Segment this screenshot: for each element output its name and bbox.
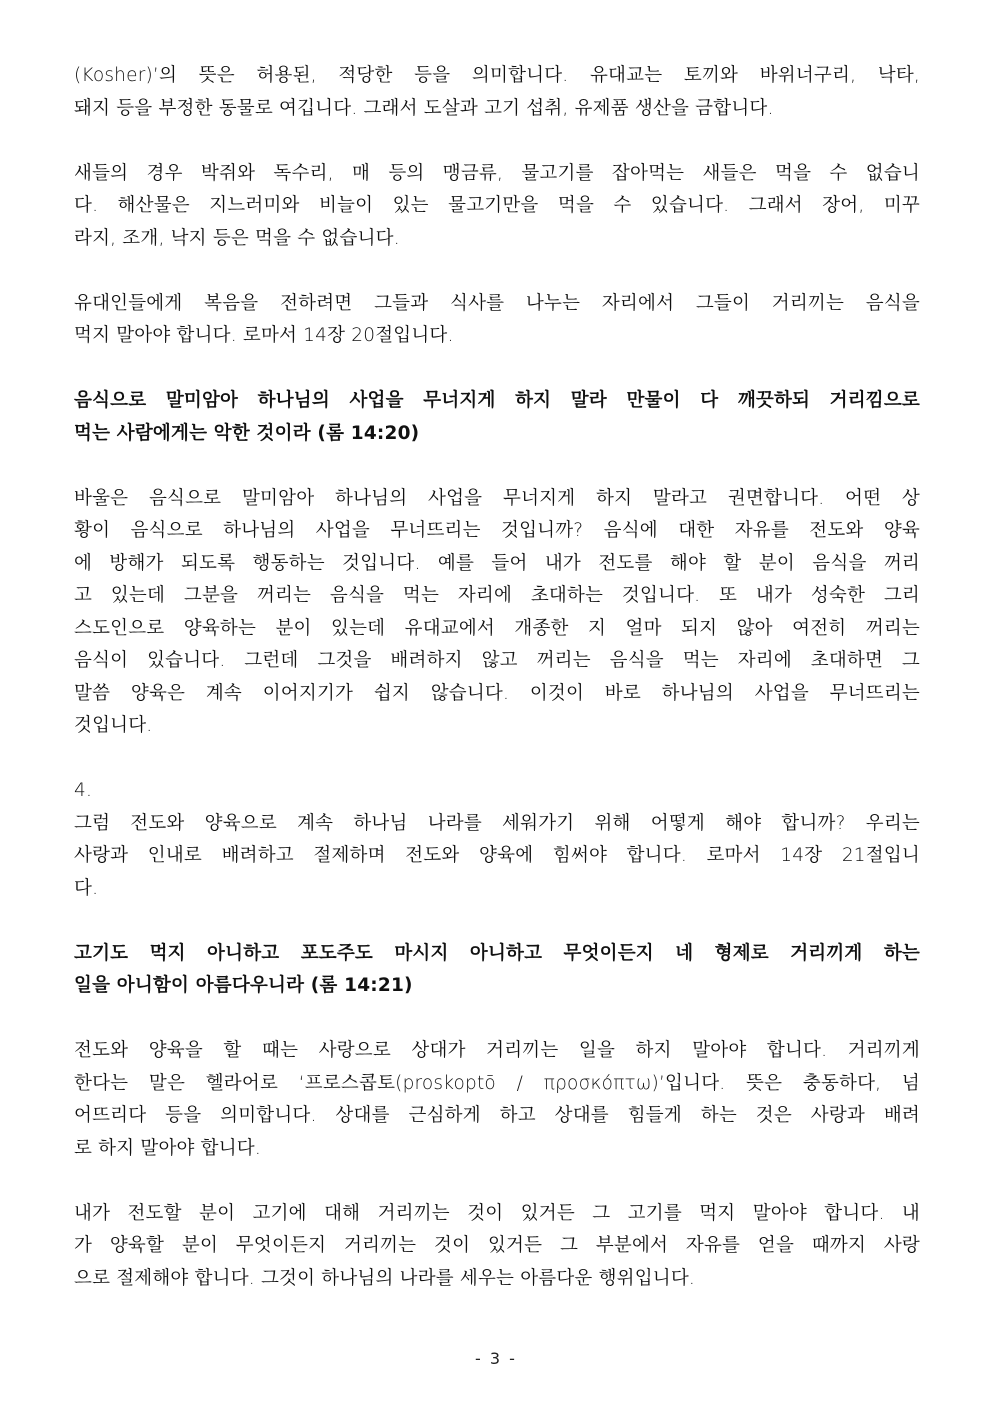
text-line: 전도와 양육을 할 때는 사랑으로 상대가 거리끼는 일을 하지 말아야 합니다. 거리끼게 xyxy=(74,1040,920,1061)
document-body xyxy=(74,60,920,1328)
text-line: 한다는 말은 헬라어로 ‘프로스콥토(proskoptō / προσκόπτω)’입니다. 뜻은 충동하다, 넘 xyxy=(74,1072,920,1094)
paragraph-gospel-to-jews xyxy=(74,288,920,353)
paragraph-self-control xyxy=(74,1198,920,1296)
text-line: 내가 전도할 분이 고기에 대해 거리끼는 것이 있거든 그 고기를 먹지 말아야 합니다. 내 xyxy=(74,1202,920,1224)
verse-line: 고기도 먹지 아니하고 포도주도 마시지 아니하고 무엇이든지 네 형제로 거리끼게 하는 xyxy=(74,942,920,964)
paragraph-section-4 xyxy=(74,775,920,905)
text-line: 것입니다. xyxy=(74,715,153,736)
verse-line: 음식으로 말미암아 하나님의 사업을 무너지게 하지 말라 만물이 다 깨끗하되 거리낌으로 xyxy=(74,390,920,411)
page-number: - 3 - xyxy=(475,1349,517,1368)
paragraph-kosher xyxy=(74,60,920,125)
text-line: 사랑과 인내로 배려하고 절제하며 전도와 양육에 힘써야 합니다. 로마서 14장 21절입니 xyxy=(74,845,920,866)
text-line: 어뜨리다 등을 의미합니다. 상대를 근심하게 하고 상대를 힘들게 하는 것은 사랑과 배려 xyxy=(74,1105,920,1126)
text-line: 새들의 경우 박쥐와 독수리, 매 등의 맹금류, 물고기를 잡아먹는 새들은 먹을 수 없습니 xyxy=(74,162,920,184)
text-line: 음식이 있습니다. 그런데 그것을 배려하지 않고 꺼리는 음식을 먹는 자리에 초대하면 그 xyxy=(74,650,920,671)
text-line: 돼지 등을 부정한 동물로 여깁니다. 그래서 도살과 고기 섭취, 유제품 생산을 금합니다. xyxy=(74,97,774,119)
paragraph-birds-seafood xyxy=(74,158,920,256)
text-line: 로 하지 말아야 합니다. xyxy=(74,1137,261,1159)
text-line: 황이 음식으로 하나님의 사업을 무너뜨리는 것입니까? 음식에 대한 자유를 전도와 양육 xyxy=(74,520,920,541)
paragraph-paul-exhortation xyxy=(74,483,920,743)
text-line: 다. xyxy=(74,877,99,899)
text-line: 바울은 음식으로 말미암아 하나님의 사업을 무너지게 하지 말라고 권면합니다. 어떤 상 xyxy=(74,487,920,509)
text-line: 그럼 전도와 양육으로 계속 하나님 나라를 세워가기 위해 어떻게 해야 합니까? 우리는 xyxy=(74,812,920,834)
verse-line: 일을 아니함이 아름다우니라 (롬 14:21) xyxy=(74,975,413,996)
text-line: 먹지 말아야 합니다. 로마서 14장 20절입니다. xyxy=(74,325,454,346)
verse-line: 먹는 사람에게는 악한 것이라 (롬 14:20) xyxy=(74,422,420,444)
text-line: 고 있는데 그분을 꺼리는 음식을 먹는 자리에 초대하는 것입니다. 또 내가 성숙한 그리 xyxy=(74,585,920,606)
text-line: 스도인으로 양육하는 분이 있는데 유대교에서 개종한 지 얼마 되지 않아 여전히 꺼리는 xyxy=(74,617,920,639)
bible-verse-romans-14-21 xyxy=(74,938,920,1003)
text-line: 에 방해가 되도록 행동하는 것입니다. 예를 들어 내가 전도를 해야 할 분이 음식을 꺼리 xyxy=(74,552,920,574)
paragraph-proskopto xyxy=(74,1035,920,1165)
bible-verse-romans-14-20 xyxy=(74,385,920,450)
text-line: 가 양육할 분이 무엇이든지 거리끼는 것이 있거든 그 부분에서 자유를 얻을 때까지 사랑 xyxy=(74,1235,920,1256)
text-line: 으로 절제해야 합니다. 그것이 하나님의 나라를 세우는 아름다운 행위입니다. xyxy=(74,1267,696,1289)
text-line: (Kosher)’의 뜻은 허용된, 적당한 등을 의미합니다. 유대교는 토끼와 바위너구리, 낙타, xyxy=(74,65,920,86)
text-line: 유대인들에게 복음을 전하려면 그들과 식사를 나누는 자리에서 그들이 거리끼는 음식을 xyxy=(74,292,920,314)
text-line: 라지, 조개, 낙지 등은 먹을 수 없습니다. xyxy=(74,227,400,249)
section-number: 4. xyxy=(74,780,93,801)
text-line: 말씀 양육은 계속 이어지기가 쉽지 않습니다. 이것이 바로 하나님의 사업을 무너뜨리는 xyxy=(74,682,920,704)
text-line: 다. 해산물은 지느러미와 비늘이 있는 물고기만을 먹을 수 있습니다. 그래서 장어, 미꾸 xyxy=(74,195,920,216)
